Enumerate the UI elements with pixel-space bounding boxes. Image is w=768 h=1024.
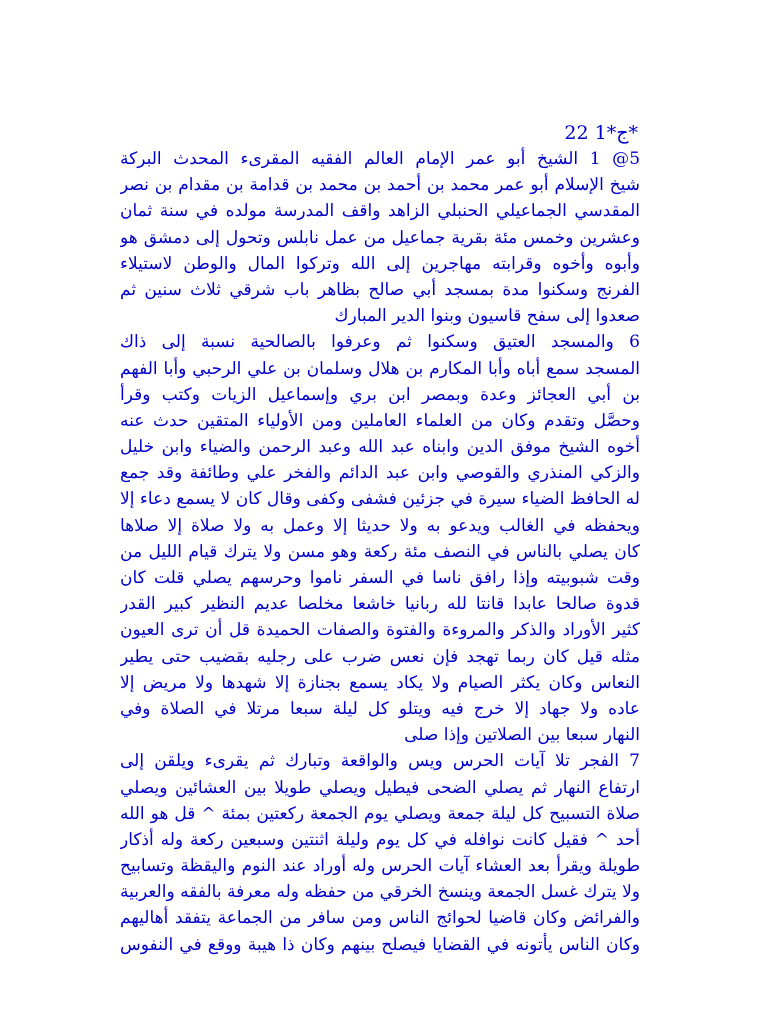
- text-line: كان يصلي بالناس في النصف مئة ركعة وهو مسن ولا يترك قيام الليل من: [120, 541, 640, 562]
- text-line: صلاة التسبيح كل ليلة جمعة ويصلي يوم الجمعة ركعتين بمئة ^ قل هو الله: [120, 803, 640, 824]
- text-line: ولا يترك غسل الجمعة وينسخ الخرقي من حفظه وله معرفة بالفقه والعربية: [120, 882, 640, 903]
- text-line: والفرائض وكان قاضيا لحوائج الناس ومن سافر من الجماعة يتفقد أهاليهم: [120, 908, 640, 929]
- text-line: طويلة ويقرأ بعد العشاء آيات الحرس وله أوراد عند النوم واليقظة وتسابيح: [120, 856, 640, 877]
- text-line: وعشرين وخمس مئة بقرية جماعيل من عمل نابلس وتحول إلى دمشق هو: [120, 227, 640, 248]
- text-line: 6 والمسجد العتيق وسكنوا ثم وعرفوا بالصالحية نسبة إلى ذاك: [120, 332, 640, 353]
- text-line: شيخ الإسلام أبو عمر محمد بن أحمد بن محمد بن قدامة بن مقدام بن نصر: [120, 175, 640, 196]
- text-line: وقت شبوبيته وإذا رافق ناسا في السفر ناموا وحرسهم يصلي قلت كان: [120, 568, 640, 588]
- text-line: وحصَّل وتقدم وكان من العلماء العاملين ومن الأولياء المتقين حدث عنه: [120, 410, 640, 431]
- text-line: والزكي المنذري والقوصي وابن عبد الدائم والفخر علي وطائفة وقد جمع: [120, 463, 640, 484]
- text-line: أحد ^ فقيل كانت نوافله في كل يوم وليلة اثنتين وسبعين ركعة وله أذكار: [120, 829, 640, 850]
- text-line: صعدوا إلى سفح قاسيون وبنوا الدير المبارك: [334, 306, 640, 327]
- page-header: 22 ج*1*: [564, 122, 638, 144]
- text-line: النعاس وكان يكثر الصيام ولا يكاد يسمع بجنازة إلا شهدها ولا مريض إلا: [120, 672, 640, 693]
- text-line: ويحفظه في الغالب ويدعو به ولا حديثا إلا وعمل به ولا صلاة إلا صلاها: [120, 515, 640, 536]
- text-line: أخوه الشيخ موفق الدين وابناه عبد الله وعبد الرحمن والضياء وابن خليل: [120, 437, 640, 458]
- text-line: النهار سبعا بين الصلاتين وإذا صلى: [404, 725, 640, 746]
- text-line: قدوة صالحا عابدا قانتا لله ربانيا خاشعا مخلصا عديم النظير كبير القدر: [120, 594, 640, 615]
- text-line: 5@ 1 الشيخ أبو عمر الإمام العالم الفقيه المقرىء المحدث البركة: [120, 149, 640, 169]
- text-line: 7 الفجر تلا آيات الحرس ويس والواقعة وتبارك ثم يقرىء ويلقن إلى: [120, 751, 640, 772]
- text-line: عاده ولا جهاد إلا خرج فيه ويتلو كل ليلة سبعا مرتلا في الصلاة وفي: [120, 698, 640, 719]
- text-line: وأبوه وأخوه وقرابته مهاجرين إلى الله وتركوا المال والوطن لاستيلاء: [120, 253, 640, 274]
- text-line: الفرنج وسكنوا مدة بمسجد أبي صالح بظاهر باب شرقي ثلاث سنين ثم: [120, 279, 640, 300]
- text-line: مثله قيل كان ربما تهجد فإن نعس ضرب على رجليه بقضيب حتى يطير: [120, 646, 640, 667]
- document-text-block: [120, 120, 640, 958]
- text-line: المسجد سمع أباه وأبا المكارم بن هلال وسلمان بن علي الرحبي وأبا الفهم: [120, 358, 640, 379]
- text-lines: [120, 146, 640, 958]
- text-line: المقدسي الجماعيلي الحنبلي الزاهد واقف المدرسة مولده في سنة ثمان: [120, 201, 640, 222]
- text-line: كثير الأوراد والذكر والمروءة والفتوة والصفات الحميدة قل أن ترى العيون: [120, 620, 640, 641]
- text-line: وكان الناس يأتونه في القضايا فيصلح بينهم وكان ذا هيبة ووقع في النفوس: [120, 934, 640, 955]
- text-line: بن أبي العجائز وعدة وبمصر ابن بري وإسماعيل الزيات وكتب وقرأ: [120, 384, 640, 405]
- text-line: له الحافظ الضياء سيرة في جزئين فشفى وكفى وقال كان لا يسمع دعاء إلا: [120, 489, 640, 510]
- text-line: ارتفاع النهار ثم يصلي الضحى فيطيل ويصلي طويلا بين العشائين ويصلي: [120, 777, 640, 798]
